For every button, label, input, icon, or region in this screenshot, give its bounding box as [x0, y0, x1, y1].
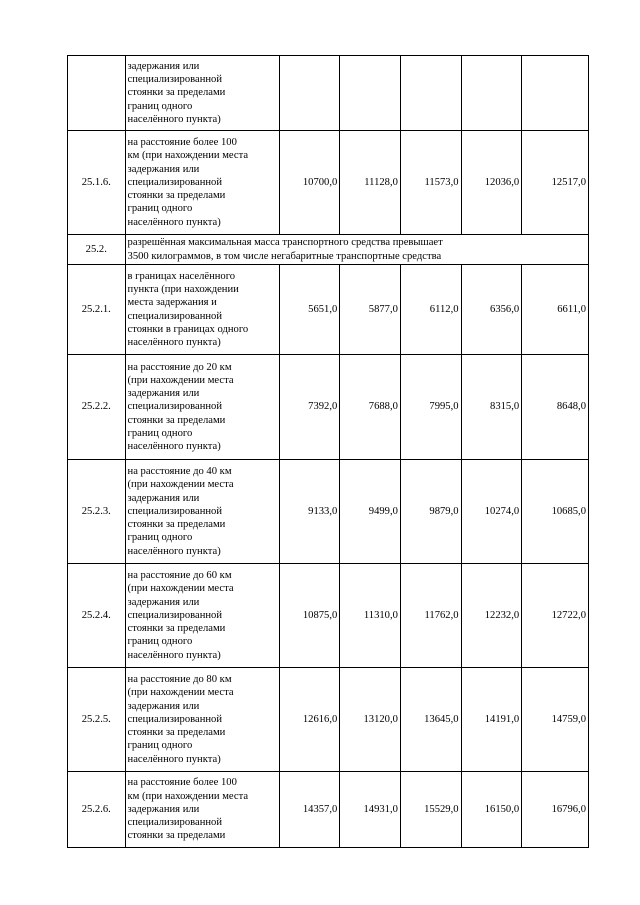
- price-cell: 10700,0: [279, 131, 340, 235]
- row-description: на расстояние до 20 км (при нахождении места задержания или специализированной стоянки за пределами границ одного населённого пункта): [125, 355, 279, 460]
- row-number: 25.2.6.: [68, 772, 126, 848]
- tariff-table: [67, 55, 589, 848]
- price-cell: 5651,0: [279, 265, 340, 355]
- price-cell: 12232,0: [461, 564, 522, 668]
- row-number: 25.2.2.: [68, 355, 126, 460]
- row-description: на расстояние более 100 км (при нахождении места задержания или специализированной стоянки за пределами границ одного населённого пункта): [125, 131, 279, 235]
- price-cell: [461, 56, 522, 131]
- price-cell: [400, 56, 461, 131]
- table-row: [68, 56, 589, 131]
- price-cell: 16796,0: [522, 772, 589, 848]
- table-row: [68, 772, 589, 848]
- price-cell: [340, 56, 401, 131]
- row-number: 25.2.4.: [68, 564, 126, 668]
- price-cell: 12722,0: [522, 564, 589, 668]
- row-number: 25.1.6.: [68, 131, 126, 235]
- row-description: в границах населённого пункта (при нахождении места задержания и специализированной стоянки в границах одного населённого пункта): [125, 265, 279, 355]
- price-cell: 15529,0: [400, 772, 461, 848]
- price-cell: 12517,0: [522, 131, 589, 235]
- row-number: 25.2.: [68, 235, 126, 265]
- price-cell: 10274,0: [461, 460, 522, 564]
- table-row: [68, 460, 589, 564]
- price-cell: 5877,0: [340, 265, 401, 355]
- row-number: 25.2.5.: [68, 668, 126, 772]
- price-cell: 8315,0: [461, 355, 522, 460]
- price-cell: [279, 56, 340, 131]
- price-cell: 10685,0: [522, 460, 589, 564]
- price-cell: 13120,0: [340, 668, 401, 772]
- price-cell: 14759,0: [522, 668, 589, 772]
- price-cell: 14931,0: [340, 772, 401, 848]
- row-description: на расстояние до 60 км (при нахождении места задержания или специализированной стоянки за пределами границ одного населённого пункта): [125, 564, 279, 668]
- table-row: [68, 355, 589, 460]
- row-description: на расстояние до 80 км (при нахождении места задержания или специализированной стоянки за пределами границ одного населённого пункта): [125, 668, 279, 772]
- price-cell: 8648,0: [522, 355, 589, 460]
- price-cell: 16150,0: [461, 772, 522, 848]
- table-row: [68, 564, 589, 668]
- price-cell: 9879,0: [400, 460, 461, 564]
- price-cell: [522, 56, 589, 131]
- price-cell: 14191,0: [461, 668, 522, 772]
- row-description: разрешённая максимальная масса транспортного средства превышает 3500 килограммов, в том числе негабаритные транспортные средства: [125, 235, 588, 265]
- price-cell: 7392,0: [279, 355, 340, 460]
- row-description: на расстояние более 100 км (при нахождении места задержания или специализированной стоянки за пределами: [125, 772, 279, 848]
- price-cell: 7995,0: [400, 355, 461, 460]
- price-cell: 11128,0: [340, 131, 401, 235]
- price-cell: 9499,0: [340, 460, 401, 564]
- row-number: 25.2.3.: [68, 460, 126, 564]
- table-row: [68, 235, 589, 265]
- price-cell: 14357,0: [279, 772, 340, 848]
- price-cell: 6611,0: [522, 265, 589, 355]
- tariff-table-body: [68, 56, 589, 848]
- table-row: [68, 131, 589, 235]
- price-cell: 11310,0: [340, 564, 401, 668]
- price-cell: 10875,0: [279, 564, 340, 668]
- price-cell: 11573,0: [400, 131, 461, 235]
- price-cell: 7688,0: [340, 355, 401, 460]
- row-description: задержания или специализированной стоянки за пределами границ одного населённого пункта): [125, 56, 279, 131]
- table-row: [68, 668, 589, 772]
- row-number: 25.2.1.: [68, 265, 126, 355]
- price-cell: 12616,0: [279, 668, 340, 772]
- price-cell: 6356,0: [461, 265, 522, 355]
- price-cell: 12036,0: [461, 131, 522, 235]
- price-cell: 9133,0: [279, 460, 340, 564]
- price-cell: 13645,0: [400, 668, 461, 772]
- row-number: [68, 56, 126, 131]
- row-description: на расстояние до 40 км (при нахождении места задержания или специализированной стоянки за пределами границ одного населённого пункта): [125, 460, 279, 564]
- price-cell: 6112,0: [400, 265, 461, 355]
- table-row: [68, 265, 589, 355]
- price-cell: 11762,0: [400, 564, 461, 668]
